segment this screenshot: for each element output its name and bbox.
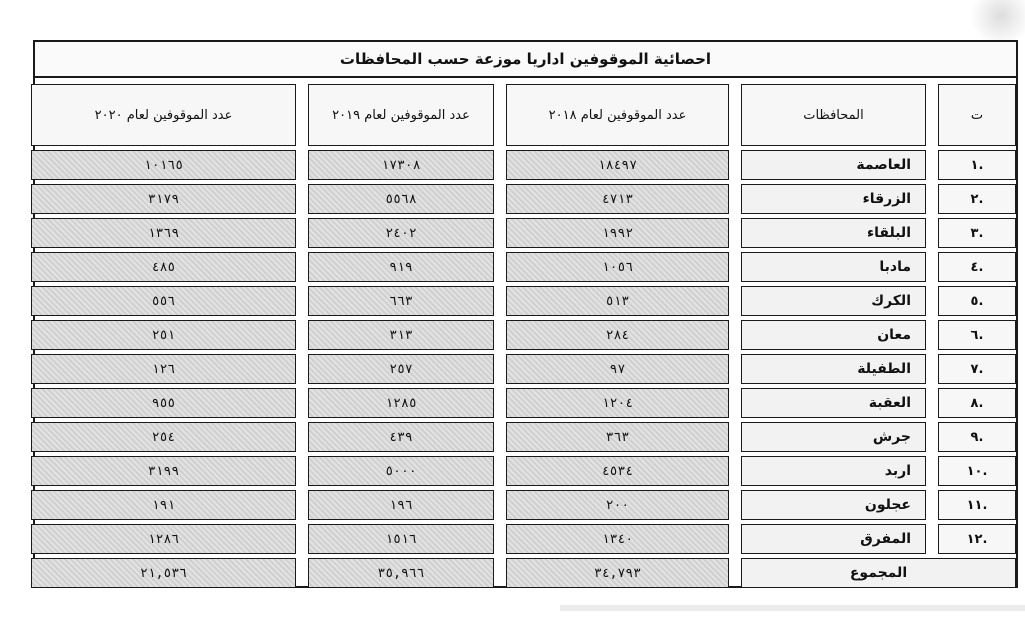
table-row xyxy=(31,150,1016,180)
row-index: .٣ xyxy=(938,218,1016,248)
row-2019: ١٥١٦ xyxy=(308,524,494,554)
table-body xyxy=(31,150,1016,588)
total-2020: ٢١,٥٣٦ xyxy=(31,558,296,588)
row-index: .١٠ xyxy=(938,456,1016,486)
table-row xyxy=(31,252,1016,282)
row-2019: ١٧٣٠٨ xyxy=(308,150,494,180)
header-governorates: المحافظات xyxy=(741,84,926,146)
row-2020: ١٩١ xyxy=(31,490,296,520)
row-index: .١١ xyxy=(938,490,1016,520)
row-2020: ١٣٦٩ xyxy=(31,218,296,248)
row-governorate: المفرق xyxy=(741,524,926,554)
row-governorate: جرش xyxy=(741,422,926,452)
row-2018: ١٨٤٩٧ xyxy=(506,150,729,180)
row-2019: ٥٥٦٨ xyxy=(308,184,494,214)
row-2018: ٤٧١٣ xyxy=(506,184,729,214)
table-row xyxy=(31,218,1016,248)
row-index: .٥ xyxy=(938,286,1016,316)
table-row xyxy=(31,286,1016,316)
row-2019: ٤٣٩ xyxy=(308,422,494,452)
row-governorate: عجلون xyxy=(741,490,926,520)
detainees-table xyxy=(31,80,1016,592)
header-row xyxy=(31,84,1016,146)
row-2018: ١٠٥٦ xyxy=(506,252,729,282)
row-2020: ٢٥٤ xyxy=(31,422,296,452)
row-2019: ٥٠٠٠ xyxy=(308,456,494,486)
row-2018: ١٣٤٠ xyxy=(506,524,729,554)
table-row xyxy=(31,184,1016,214)
row-2020: ٥٥٦ xyxy=(31,286,296,316)
row-2018: ٥١٣ xyxy=(506,286,729,316)
total-row xyxy=(31,558,1016,588)
row-2019: ٩١٩ xyxy=(308,252,494,282)
total-2019: ٣٥,٩٦٦ xyxy=(308,558,494,588)
row-governorate: العقبة xyxy=(741,388,926,418)
table-row xyxy=(31,354,1016,384)
row-2020: ١٠١٦٥ xyxy=(31,150,296,180)
table-row xyxy=(31,456,1016,486)
row-2020: ١٢٨٦ xyxy=(31,524,296,554)
row-2020: ٢٥١ xyxy=(31,320,296,350)
row-2018: ٩٧ xyxy=(506,354,729,384)
row-index: .١ xyxy=(938,150,1016,180)
table-row xyxy=(31,490,1016,520)
row-2019: ٢٥٧ xyxy=(308,354,494,384)
row-2019: ٢٤٠٢ xyxy=(308,218,494,248)
row-index: .٦ xyxy=(938,320,1016,350)
row-governorate: العاصمة xyxy=(741,150,926,180)
header-2018: عدد الموقوفين لعام ٢٠١٨ xyxy=(506,84,729,146)
row-2018: ١٩٩٢ xyxy=(506,218,729,248)
table-row xyxy=(31,524,1016,554)
row-index: .٩ xyxy=(938,422,1016,452)
row-2020: ٣١٧٩ xyxy=(31,184,296,214)
statistics-sheet xyxy=(33,40,1018,588)
table-title: احصائية الموقوفين اداريا موزعة حسب المحافظات xyxy=(35,42,1016,78)
header-index: ت xyxy=(938,84,1016,146)
row-index: .٤ xyxy=(938,252,1016,282)
row-2018: ٣٦٣ xyxy=(506,422,729,452)
scan-edge xyxy=(560,605,1025,611)
row-index: .٢ xyxy=(938,184,1016,214)
table-row xyxy=(31,388,1016,418)
row-governorate: الزرقاء xyxy=(741,184,926,214)
row-2020: ٩٥٥ xyxy=(31,388,296,418)
row-governorate: مادبا xyxy=(741,252,926,282)
row-2018: ٢٠٠ xyxy=(506,490,729,520)
row-index: .٨ xyxy=(938,388,1016,418)
row-2020: ٤٨٥ xyxy=(31,252,296,282)
total-2018: ٣٤,٧٩٣ xyxy=(506,558,729,588)
table-row xyxy=(31,422,1016,452)
row-2018: ١٢٠٤ xyxy=(506,388,729,418)
row-governorate: البلقاء xyxy=(741,218,926,248)
row-governorate: معان xyxy=(741,320,926,350)
row-governorate: اربد xyxy=(741,456,926,486)
row-2019: ١٢٨٥ xyxy=(308,388,494,418)
header-2020: عدد الموقوفين لعام ٢٠٢٠ xyxy=(31,84,296,146)
row-index: .١٢ xyxy=(938,524,1016,554)
row-2018: ٤٥٣٤ xyxy=(506,456,729,486)
row-2019: ٦٦٣ xyxy=(308,286,494,316)
row-index: .٧ xyxy=(938,354,1016,384)
row-2019: ١٩٦ xyxy=(308,490,494,520)
total-label: المجموع xyxy=(741,558,1016,588)
row-2020: ١٢٦ xyxy=(31,354,296,384)
table-row xyxy=(31,320,1016,350)
row-2018: ٢٨٤ xyxy=(506,320,729,350)
row-2020: ٣١٩٩ xyxy=(31,456,296,486)
row-2019: ٣١٣ xyxy=(308,320,494,350)
scan-smudge xyxy=(965,0,1025,40)
row-governorate: الكرك xyxy=(741,286,926,316)
row-governorate: الطفيلة xyxy=(741,354,926,384)
header-2019: عدد الموقوفين لعام ٢٠١٩ xyxy=(308,84,494,146)
